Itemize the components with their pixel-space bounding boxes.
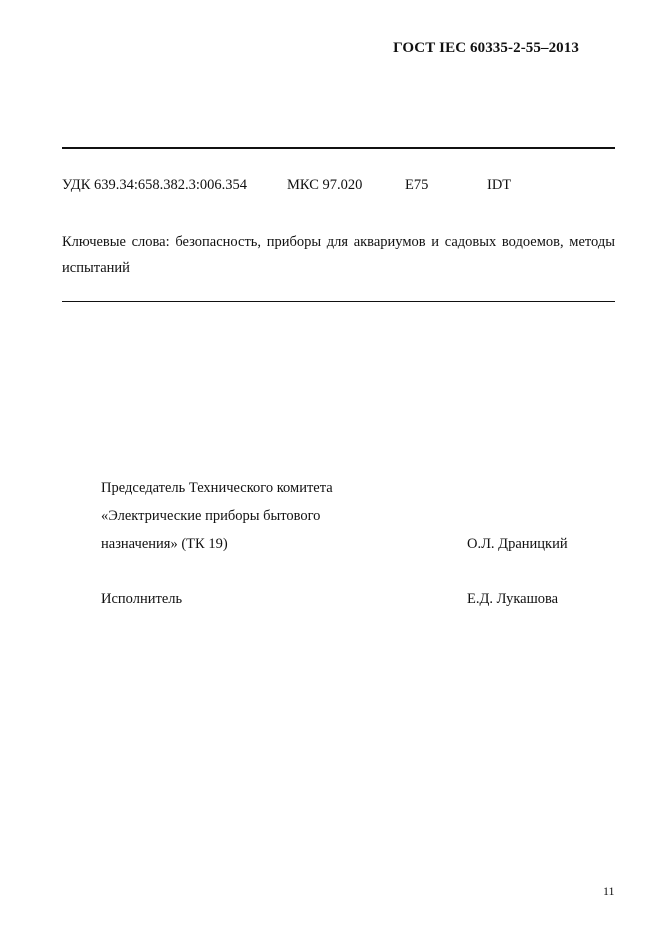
equivalence-code: IDT — [487, 177, 512, 193]
mks-code: МКС 97.020 — [287, 177, 363, 193]
chair-name: О.Л. Драницкий — [467, 536, 568, 552]
okp-code: E75 — [405, 177, 429, 193]
executor-name: Е.Д. Лукашова — [467, 591, 559, 607]
udk-code: УДК 639.34:658.382.3:006.354 — [62, 177, 248, 193]
standard-code-header: ГОСТ IEC 60335-2-55–2013 — [393, 40, 579, 56]
chair-title-line-2: «Электрические приборы бытового — [101, 508, 321, 524]
top-divider — [62, 147, 615, 149]
page-number: 11 — [603, 884, 615, 898]
executor-label: Исполнитель — [101, 591, 183, 607]
chair-title-line-3: назначения» (ТК 19) — [101, 536, 228, 552]
bottom-divider — [62, 301, 615, 302]
keywords-paragraph: Ключевые слова: безопасность, приборы для аквариумов и садовых водоемов, методы испытаний — [62, 234, 615, 276]
chair-title-line-1: Председатель Технического комитета — [101, 480, 333, 496]
